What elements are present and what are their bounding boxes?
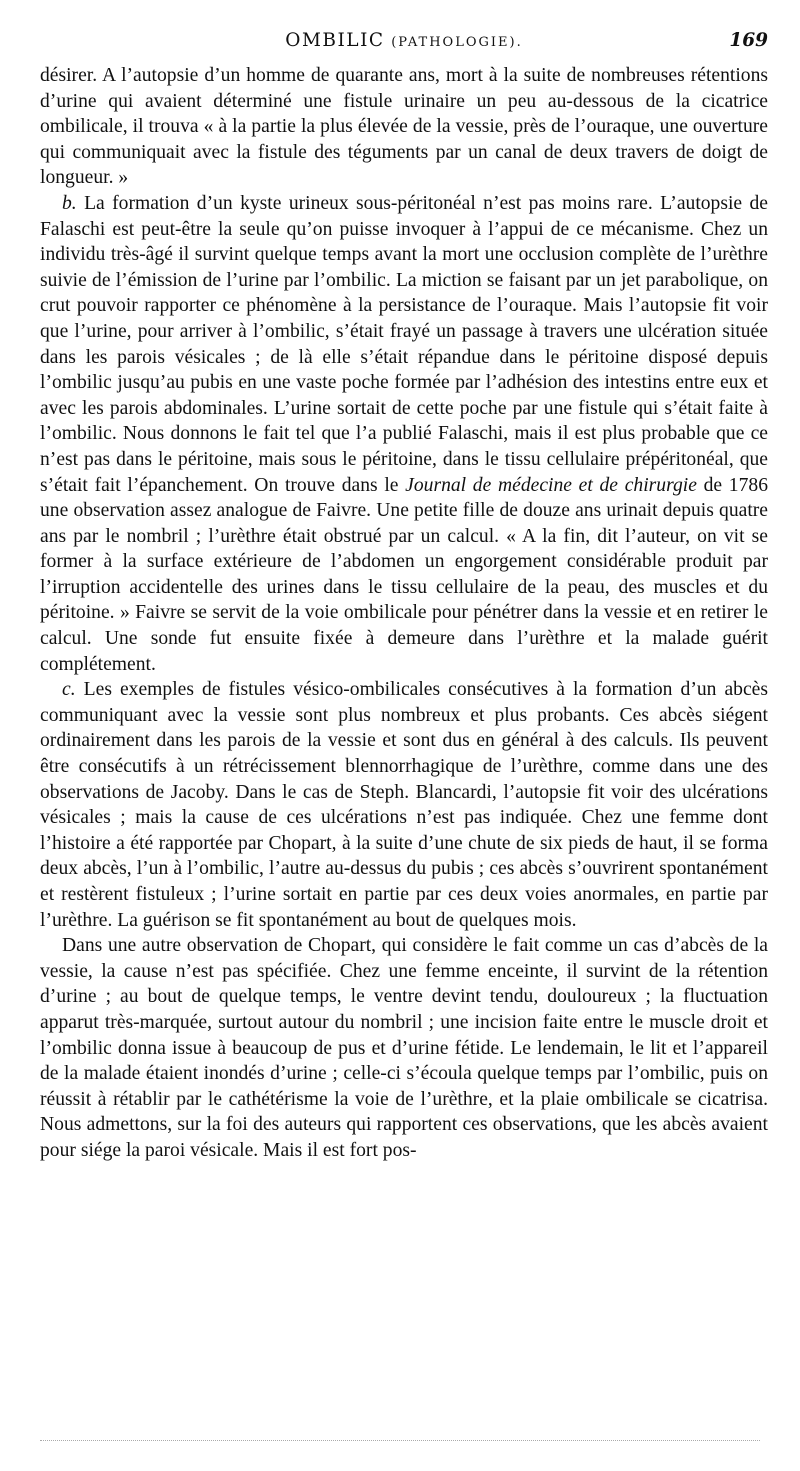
paragraph-p4 [40, 933, 768, 1163]
running-head-title: OMBILIC [285, 30, 385, 51]
running-head-section: (PATHOLOGIE). [391, 35, 523, 50]
book-page [40, 0, 768, 1471]
paragraph-p1 [40, 63, 768, 191]
body-text [40, 63, 768, 1164]
italic-text-segment: c. [62, 679, 76, 701]
bottom-dotted-rule [40, 1440, 760, 1441]
italic-text-segment: Journal de médecine et de chirurgie [405, 474, 697, 496]
page-number: 169 [729, 30, 768, 51]
paragraph-p3 [40, 677, 768, 933]
paragraph-p2 [40, 191, 768, 677]
text-segment: désirer. A l’autopsie d’un homme de quarante ans, mort à la suite de nombreuses rétentions d’urine qui avaient déterminé une fistule urinaire un peu au-dessous de la cicatrice ombilicale, il trouva « à la partie la plus élevée de la vessie, près de l’ouraque, une ouverture qui communiquait avec la fistule des téguments par un canal de deux travers de doigt de longueur. » [40, 65, 768, 189]
italic-text-segment: b. [62, 192, 77, 214]
running-head [40, 30, 768, 56]
text-segment: Les exemples de fistules vésico-ombilicales consécutives à la formation d’un abcès communiquant avec la vessie sont plus nombreux et plus probants. Ces abcès siégent ordinairement dans les parois de la vessie et sont dus en général à des calculs. Ils peuvent être consécutifs à un rétrécissement blennorrhagique de l’urèthre, comme dans une des observations de Jacoby. Dans le cas de Steph. Blancardi, l’autopsie fit voir des ulcérations vésicales ; mais la cause de ces ulcérations n’est pas indiquée. Chez une femme dont l’histoire a été rapportée par Chopart, à la suite d’une chute de six pieds de haut, il se forma deux abcès, l’un à l’ombilic, l’autre au-dessus du pubis ; ces abcès s’ouvrirent spontanément et restèrent fistuleux ; l’urine sortait en partie par ces deux voies anormales, en partie par l’urèthre. La guérison se fit spontanément au bout de quelques mois. [40, 679, 768, 931]
text-segment: Dans une autre observation de Chopart, qui considère le fait comme un cas d’abcès de la vessie, la cause n’est pas spécifiée. Chez une femme enceinte, il survint de la rétention d’urine ; au bout de quelque temps, le ventre devint tendu, douloureux ; la fluctuation apparut très-marquée, surtout autour du nombril ; une incision faite entre le muscle droit et l’ombilic donna issue à beaucoup de pus et d’urine fétide. Le lendemain, le lit et l’appareil de la malade étaient inondés d’urine ; celle-ci s’écoula quelque temps par l’ombilic, puis on réussit à rétablir par le cathétérisme la voie de l’urèthre, et la plaie ombilicale se cicatrisa. Nous admettons, sur la foi des auteurs qui rapportent ces observations, que les abcès avaient pour siége la paroi vésicale. Mais il est fort pos- [40, 935, 768, 1161]
text-segment: La formation d’un kyste urineux sous-péritonéal n’est pas moins rare. L’autopsie de Falaschi est peut-être la seule qu’on puisse invoquer à l’appui de ce mécanisme. Chez un individu très-âgé il survint quelque temps avant la mort une occlusion complète de l’urèthre suivie de l’émission de l’urine par l’ombilic. La miction se faisant par un jet parabolique, on crut pouvoir rapporter ce phénomène à la persistance de l’ouraque. Mais l’autopsie fit voir que l’urine, pour arriver à l’ombilic, s’était frayé un passage à travers une ulcération située dans les parois vésicales ; de là elle s’était répandue dans le péritoine disposé depuis l’ombilic jusqu’au pubis en une vaste poche formée par l’adhésion des intestins entre eux et avec les parois abdominales. L’urine sortait de cette poche par une fistule qui s’était faite à l’ombilic. Nous donnons le fait tel que l’a publié Falaschi, mais il est plus probable que ce n’est pas dans le péritoine, mais sous le péritoine, dans le tissu cellulaire prépéritonéal, que s’était fait l’épanchement. On trouve dans le [40, 192, 768, 496]
text-segment: de 1786 une observation assez analogue de Faivre. Une petite fille de douze ans urinait depuis quatre ans par le nombril ; l’urèthre était obstrué par un calcul. « A la fin, dit l’auteur, on vit se former à la surface extérieure de l’abdomen un engorgement considérable produit par l’irruption accidentelle des urines dans le tissu cellulaire de la peau, des muscles et du péritoine. » Faivre se servit de la voie ombilicale pour pénétrer dans la vessie et en retirer le calcul. Une sonde fut ensuite fixée à demeure dans l’urèthre et la malade guérit complétement. [40, 474, 768, 675]
